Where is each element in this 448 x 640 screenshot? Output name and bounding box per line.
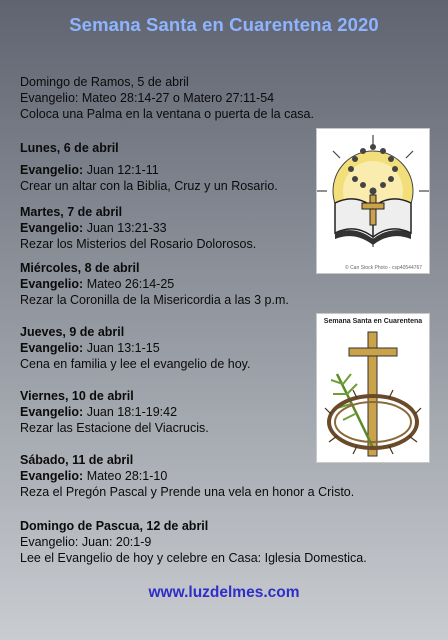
day-heading: Viernes, 10 de abril: [20, 389, 134, 403]
day-action: Rezar los Misterios del Rosario Dolorosos.: [20, 237, 257, 251]
intro-action: Coloca una Palma en la ventana o puerta de la casa.: [20, 107, 314, 121]
gospel-label: Evangelio:: [20, 469, 84, 483]
day-gospel: [20, 404, 209, 420]
gospel-label: Evangelio:: [20, 341, 84, 355]
bible-rosary-icon: [317, 129, 429, 263]
day-heading: Martes, 7 de abril: [20, 205, 123, 219]
gospel-label: Evangelio:: [20, 277, 84, 291]
day-heading: Jueves, 9 de abril: [20, 325, 125, 339]
gospel-label: Evangelio:: [20, 405, 84, 419]
gospel-label: Evangelio:: [20, 163, 84, 177]
gospel-label: Evangelio:: [20, 221, 84, 235]
gospel-reading: Mateo 28:1-10: [83, 469, 168, 483]
intro-block: [20, 74, 314, 122]
day-block-sabado: [20, 452, 354, 500]
gospel-reading: Juan 13:1-15: [83, 341, 160, 355]
day-heading: Sábado, 11 de abril: [20, 453, 134, 467]
day-block-martes: [20, 204, 256, 252]
intro-gospel: Evangelio: Mateo 28:14-27 o Matero 27:11-54: [20, 91, 275, 105]
day-gospel: [20, 220, 256, 236]
gospel-reading: Juan 12:1-11: [83, 163, 159, 177]
day-block-viernes: [20, 388, 209, 436]
intro-heading: Domingo de Ramos, 5 de abril: [20, 75, 189, 89]
day-action: Lee el Evangelio de hoy y celebre en Casa: Iglesia Domestica.: [20, 551, 367, 565]
day-action: Rezar las Estacione del Viacrucis.: [20, 421, 209, 435]
website-link[interactable]: www.luzdelmes.com: [148, 584, 300, 601]
cross-palm-image: [316, 313, 430, 463]
day-block-pascua: [20, 518, 367, 566]
gospel-reading: Juan 18:1-19:42: [83, 405, 178, 419]
bible-rosary-image: [316, 128, 430, 274]
day-action: Cena en familia y lee el evangelio de hoy.: [20, 357, 251, 371]
image-credit: © Can Stock Photo - csp40544767: [345, 265, 423, 271]
day-gospel: Evangelio: Juan: 20:1-9: [20, 535, 152, 549]
day-gospel: [20, 162, 278, 178]
page-title: Semana Santa en Cuarentena 2020: [69, 14, 379, 35]
day-block-miercoles: [20, 260, 289, 308]
day-heading: Domingo de Pascua, 12 de abril: [20, 519, 209, 533]
gospel-reading: Mateo 26:14-25: [83, 277, 175, 291]
cross-palm-thorns-icon: [317, 314, 429, 462]
day-gospel: [20, 340, 250, 356]
day-gospel: [20, 468, 354, 484]
day-block-jueves: [20, 324, 250, 372]
day-action: Crear un altar con la Biblia, Cruz y un Rosario.: [20, 179, 278, 193]
day-gospel: [20, 276, 289, 292]
gospel-reading: Juan 13:21-33: [83, 221, 167, 235]
day-heading: Miércoles, 8 de abril: [20, 261, 140, 275]
day-action: Rezar la Coronilla de la Misericordia a las 3 p.m.: [20, 293, 289, 307]
day-block-lunes: [20, 140, 278, 194]
image-caption: Semana Santa en Cuarentena: [323, 318, 423, 325]
day-heading: Lunes, 6 de abril: [20, 141, 119, 155]
day-action: Reza el Pregón Pascal y Prende una vela en honor a Cristo.: [20, 485, 355, 499]
